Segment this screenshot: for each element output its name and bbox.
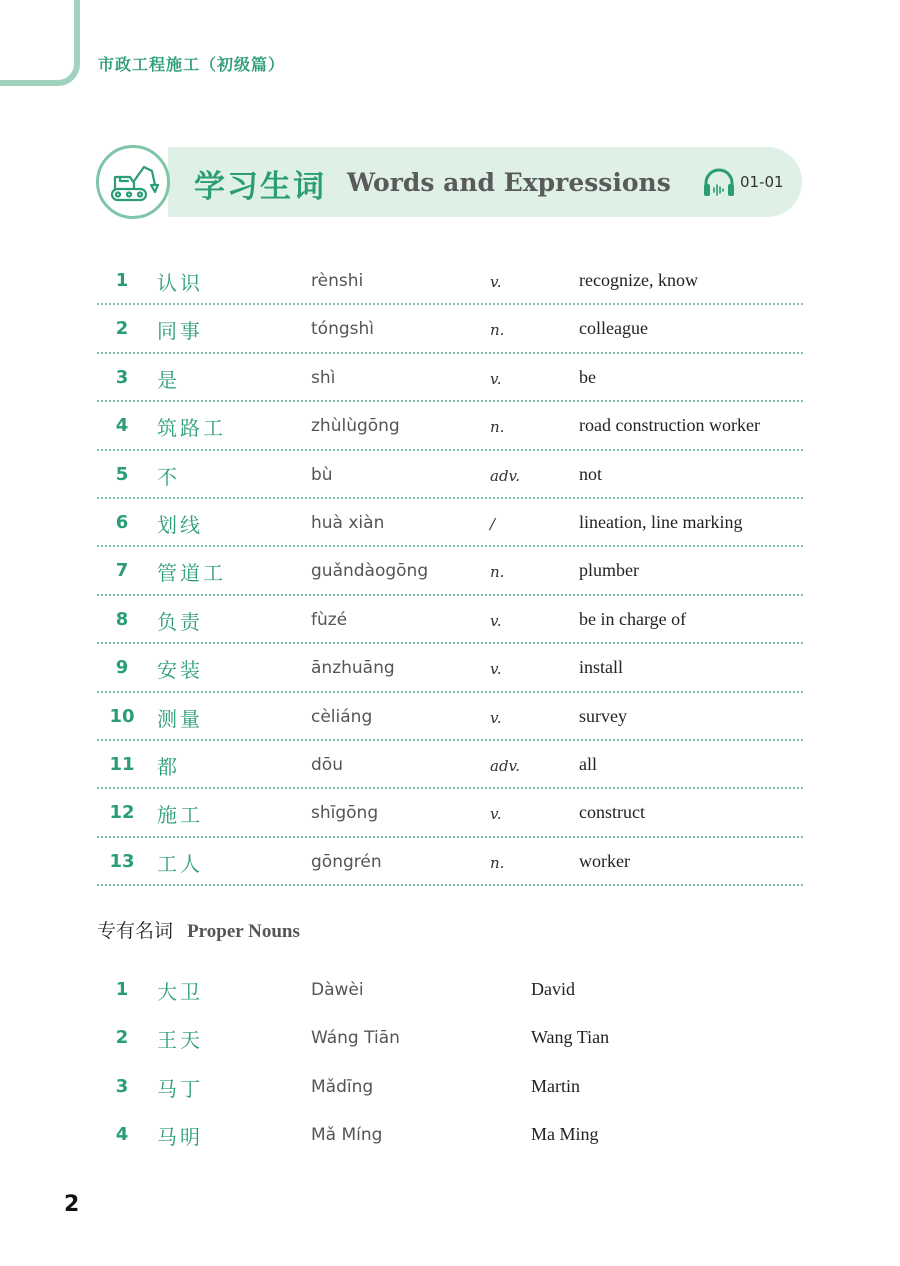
vocab-gloss: be	[579, 366, 596, 387]
vocab-pinyin: cèliáng	[311, 706, 373, 727]
headphones-icon[interactable]	[702, 168, 736, 198]
vocab-gloss: not	[579, 463, 603, 484]
vocab-gloss: survey	[579, 705, 627, 726]
vocab-word: 负责	[157, 609, 203, 634]
proper-noun-word: 王天	[157, 1028, 203, 1053]
vocab-pos: v.	[490, 273, 502, 291]
vocab-row	[97, 305, 803, 353]
vocab-pos: adv.	[490, 466, 521, 485]
proper-nouns-title-cn: 专有名词	[97, 920, 174, 942]
vocab-gloss: construct	[579, 802, 645, 823]
banner-badge	[96, 145, 170, 219]
vocab-pinyin: gōngrén	[311, 851, 382, 872]
vocab-pos: v.	[490, 708, 502, 727]
vocab-row	[97, 596, 803, 644]
vocab-gloss: install	[579, 657, 623, 678]
vocab-pos: v.	[490, 611, 502, 630]
proper-noun-pinyin: Mǎdīng	[311, 1076, 374, 1097]
vocab-pinyin: bù	[311, 464, 333, 485]
proper-noun-pinyin: Dàwèi	[311, 980, 364, 1000]
vocab-word: 同事	[157, 319, 203, 344]
vocab-pos: v.	[490, 369, 502, 388]
proper-noun-row	[97, 1014, 803, 1062]
vocab-pos: n.	[490, 418, 505, 437]
vocab-row	[97, 547, 803, 595]
vocab-pos: n.	[490, 321, 505, 340]
vocab-row	[97, 257, 803, 305]
proper-noun-gloss: David	[531, 979, 575, 999]
vocab-pinyin: dōu	[311, 754, 343, 775]
vocab-pos: v.	[490, 660, 502, 679]
proper-noun-word: 马明	[157, 1125, 203, 1150]
audio-track-code: 01-01	[740, 173, 784, 191]
vocab-word: 都	[157, 754, 180, 779]
vocab-gloss: lineation, line marking	[579, 511, 743, 532]
proper-noun-pinyin: Mǎ Míng	[311, 1125, 383, 1146]
vocab-pos: n.	[490, 563, 505, 582]
vocab-row	[97, 499, 803, 547]
vocab-number: 1	[115, 270, 129, 291]
vocab-gloss: be in charge of	[579, 608, 687, 629]
vocab-number: 6	[115, 511, 129, 533]
vocab-gloss: road construction worker	[579, 415, 760, 436]
vocab-pinyin: shì	[311, 367, 336, 388]
proper-noun-pinyin: Wáng Tiān	[311, 1028, 400, 1049]
proper-noun-row	[97, 966, 803, 1014]
vocab-number: 7	[115, 560, 129, 582]
vocab-word: 认识	[157, 271, 203, 295]
vocab-pinyin: fùzé	[311, 609, 348, 630]
corner-tab-decoration	[0, 0, 80, 86]
vocab-number: 2	[115, 318, 129, 340]
vocab-pinyin: guǎndàogōng	[311, 561, 429, 582]
vocab-number: 11	[109, 753, 135, 775]
vocab-gloss: recognize, know	[579, 270, 698, 290]
vocab-word: 划线	[157, 512, 203, 537]
vocab-row	[97, 741, 803, 789]
proper-nouns-list	[97, 966, 803, 1160]
proper-noun-word: 大卫	[157, 980, 203, 1004]
vocab-pos: adv.	[490, 756, 521, 775]
vocab-gloss: plumber	[579, 560, 639, 581]
vocab-number: 3	[115, 366, 129, 388]
page-number: 2	[64, 1192, 80, 1217]
proper-noun-gloss: Martin	[531, 1075, 580, 1096]
proper-noun-number: 4	[115, 1124, 129, 1146]
vocab-pinyin: shīgōng	[311, 803, 379, 824]
vocab-pinyin: zhùlùgōng	[311, 416, 400, 437]
vocab-row	[97, 789, 803, 837]
vocab-gloss: worker	[579, 850, 630, 871]
vocab-row	[97, 838, 803, 886]
excavator-icon	[108, 159, 160, 205]
proper-noun-gloss: Wang Tian	[531, 1027, 610, 1048]
proper-noun-word: 马丁	[157, 1076, 203, 1101]
proper-noun-gloss: Ma Ming	[531, 1124, 599, 1145]
vocab-number: 9	[115, 657, 129, 679]
vocab-word: 工人	[157, 851, 203, 876]
vocab-number: 12	[109, 802, 135, 824]
vocab-row	[97, 354, 803, 402]
vocab-pos: v.	[490, 805, 502, 824]
vocab-pinyin: ānzhuāng	[311, 658, 395, 679]
vocab-pinyin: huà xiàn	[311, 512, 385, 533]
banner-title-cn: 学习生词	[194, 169, 326, 205]
proper-noun-row	[97, 1111, 803, 1159]
vocab-number: 13	[109, 850, 135, 872]
proper-noun-number: 1	[115, 979, 129, 1000]
vocab-word: 管道工	[157, 561, 226, 586]
proper-noun-number: 2	[115, 1027, 129, 1049]
vocab-row	[97, 644, 803, 692]
proper-noun-row	[97, 1063, 803, 1111]
vocab-row	[97, 451, 803, 499]
proper-nouns-heading	[97, 916, 300, 943]
proper-nouns-title-en: Proper Nouns	[187, 921, 300, 942]
vocab-row	[97, 693, 803, 741]
vocab-number: 8	[115, 608, 129, 630]
banner-title-en: Words and Expressions	[347, 168, 671, 197]
vocab-word: 安装	[157, 658, 203, 683]
vocab-gloss: colleague	[579, 318, 648, 339]
vocab-number: 5	[115, 463, 129, 485]
vocab-word: 不	[157, 464, 180, 489]
vocab-row	[97, 402, 803, 450]
vocab-pinyin: tóngshì	[311, 319, 374, 340]
vocab-word: 是	[157, 367, 180, 392]
vocab-pos: /	[490, 514, 496, 533]
vocab-pos: n.	[490, 853, 505, 872]
proper-noun-number: 3	[115, 1075, 129, 1097]
running-head: 市政工程施工（初级篇）	[98, 55, 286, 74]
vocab-word: 测量	[157, 706, 203, 731]
vocab-word: 筑路工	[157, 416, 226, 441]
vocab-word: 施工	[157, 803, 203, 828]
vocab-number: 10	[109, 705, 135, 727]
vocab-pinyin: rènshi	[311, 271, 364, 291]
vocab-number: 4	[115, 415, 129, 437]
vocabulary-list	[97, 257, 803, 886]
vocab-gloss: all	[579, 753, 597, 774]
